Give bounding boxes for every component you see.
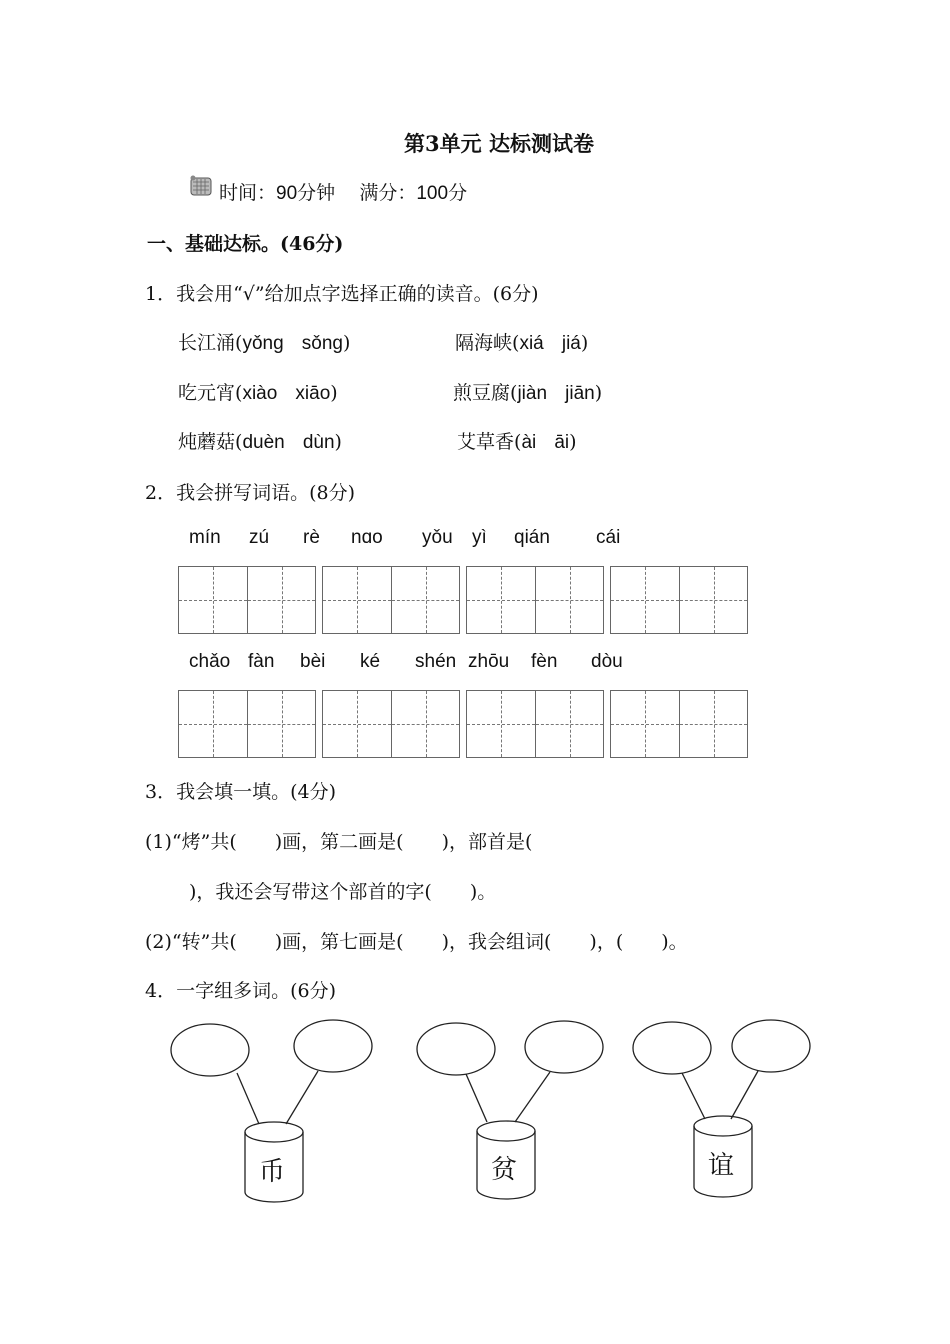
q1-item-2: 隔海峡(xiá jiá) [455,332,589,354]
q1-item-word: 煎豆腐 [453,382,511,404]
connector-line [731,1071,758,1119]
q3-line-1: (1)“烤”共( )画，第二画是( )，部首是( [145,831,533,853]
q1-option-b[interactable]: sǒng [301,333,343,354]
char-label: 贫 [490,1155,518,1185]
time-label: 时间： [219,182,277,204]
q1-item-3: 吃元宵(xiào xiāo) [178,382,338,404]
char-label: 谊 [707,1151,735,1181]
char-cylinder-top [694,1116,752,1136]
pinyin-syllable: shén [415,651,457,672]
pinyin-syllable: ké [360,651,381,672]
score-value: 100 [416,183,449,204]
pinyin-syllable: fèn [531,651,558,672]
q1-item-4: 煎豆腐(jiàn jiān) [453,382,603,404]
q1-option-a[interactable]: xiá [519,333,544,354]
pinyin-syllable: chǎo [189,651,231,672]
q1-item-6: 艾草香(ài āi) [457,431,577,453]
q1-option-a[interactable]: jiàn [517,383,548,404]
answer-bubble[interactable] [525,1021,603,1073]
char-label: 币 [258,1157,286,1187]
pinyin-syllable: bèi [300,651,326,672]
q1-option-b[interactable]: jiá [561,333,581,354]
q1-option-a[interactable]: duèn [242,432,285,453]
pinyin-syllable: yì [472,527,487,548]
q1-item-1: 长江涌(yǒng sǒng) [178,332,351,354]
pinyin-syllable: qián [514,527,550,548]
char-cylinder-top [245,1122,303,1142]
score-label: 满分： [359,182,417,204]
score-unit: 分 [448,182,468,204]
time-value: 90 [276,183,298,204]
question-3-stem: 3．我会填一填。(4分) [145,781,337,803]
answer-bubble[interactable] [294,1020,372,1072]
q1-item-word: 隔海峡 [455,332,513,354]
q1-option-a[interactable]: xiào [242,383,278,404]
pinyin-syllable: fàn [248,651,275,672]
section-title: 一、基础达标。(46分) [147,233,344,255]
pinyin-syllable: zú [249,527,270,548]
connector-line [515,1072,550,1122]
answer-bubble[interactable] [417,1023,495,1075]
q1-option-a[interactable]: ài [521,432,537,453]
q1-option-b[interactable]: āi [554,432,570,453]
answer-bubble[interactable] [732,1020,810,1072]
pinyin-syllable: yǒu [422,527,453,548]
answer-bubble[interactable] [633,1022,711,1074]
time-unit: 分钟 [297,182,336,204]
pinyin-syllable: mín [189,527,221,548]
q1-option-b[interactable]: jiān [565,383,595,404]
connector-line [466,1074,487,1122]
q3-line-3: (2)“转”共( )画，第七画是( )，我会组词( )，( )。 [145,931,688,953]
question-4-stem: 4．一字组多词。(6分) [145,980,337,1002]
q1-item-word: 长江涌 [178,332,236,354]
q1-item-word: 炖蘑菇 [178,431,236,453]
page-title: 第3单元 达标测试卷 [404,131,594,156]
pinyin-syllable: nɑo [351,527,383,548]
pinyin-syllable: cái [596,527,621,548]
q1-option-b[interactable]: dùn [302,432,335,453]
pinyin-syllable: zhōu [468,651,510,672]
q1-item-word: 吃元宵 [178,382,236,404]
connector-line [682,1073,705,1119]
q3-line-2: )，我还会写带这个部首的字( )。 [189,881,497,903]
q1-item-5: 炖蘑菇(duèn dùn) [178,431,342,453]
q1-option-a[interactable]: yǒng [242,333,284,354]
pinyin-syllable: dòu [591,651,623,672]
connector-line [237,1073,259,1124]
question-1-stem: 1．我会用“√”给加点字选择正确的读音。(6分) [145,283,539,305]
char-cylinder-top [477,1121,535,1141]
q1-option-b[interactable]: xiāo [295,383,331,404]
connector-line [286,1071,318,1124]
question-2-stem: 2．我会拼写词语。(8分) [145,482,356,504]
pinyin-syllable: rè [303,527,320,548]
answer-bubble[interactable] [171,1024,249,1076]
q1-item-word: 艾草香 [457,431,515,453]
